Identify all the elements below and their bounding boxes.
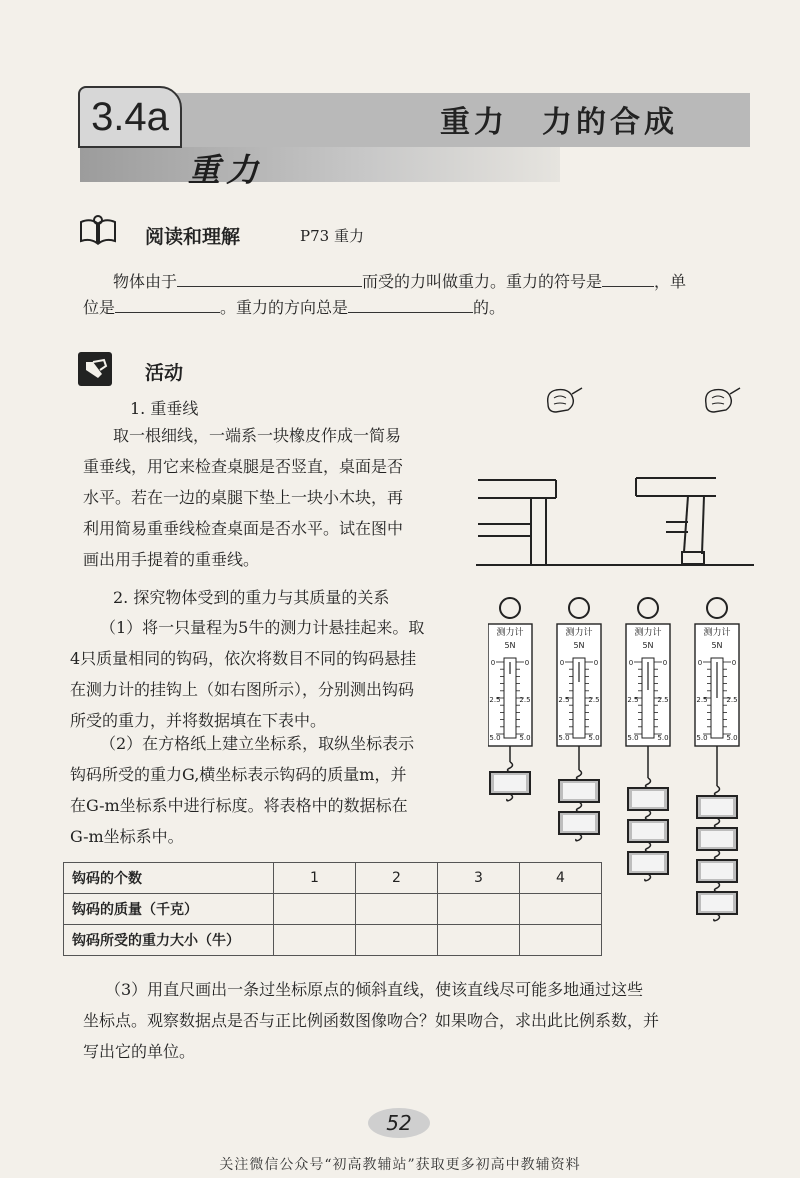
hook — [715, 850, 720, 860]
hook-end — [714, 914, 720, 921]
table-right — [636, 478, 716, 564]
weight-shine — [701, 863, 733, 879]
hook — [577, 802, 582, 812]
mass-cell-2[interactable] — [356, 894, 438, 925]
scale-ring — [500, 598, 520, 618]
hand-right-icon — [706, 388, 740, 412]
weight-cell-3[interactable] — [438, 925, 520, 956]
scale-ring — [569, 598, 589, 618]
item1-text: 取一根细线，一端系一块橡皮作成一简易 重垂线，用它来检查桌腿是否竖直，桌面是否 水平。若在一边的桌腿下垫上一块小木块，再 利用简易重垂线检查桌面是否水平。试在图中 画出用手提着的重垂线。 — [83, 426, 404, 569]
tick-label: 0 — [524, 659, 530, 667]
weight-shine — [701, 895, 733, 911]
scale-ring — [638, 598, 658, 618]
table-row — [64, 863, 602, 894]
reading-line-2: 位是 。重力的方向总是 的。 — [83, 292, 743, 323]
count-4: 4 — [520, 863, 602, 894]
hook — [646, 810, 651, 820]
mass-cell-1[interactable] — [274, 894, 356, 925]
activity-heading: 活动 — [145, 362, 184, 384]
scale-label: 测力计 — [634, 628, 662, 638]
count-1: 1 — [274, 863, 356, 894]
weight-shine — [494, 775, 526, 791]
weight-shine — [563, 783, 595, 799]
step2-text: （2）在方格纸上建立坐标系，取纵坐标表示 钩码所受的重力G,横坐标表示钩码的质量m，并 在G-m坐标系中进行标度。将表格中的数据标在 G-m坐标系中。 — [70, 734, 415, 846]
hook — [715, 786, 720, 796]
tick-label: 2.5 — [726, 696, 738, 704]
mass-cell-4[interactable] — [520, 894, 602, 925]
activity-hand-icon — [78, 352, 112, 390]
tick-label: 2.5 — [558, 696, 570, 704]
tick-label: 5.0 — [657, 734, 669, 742]
hook-end — [507, 794, 513, 801]
footer-note: 关注微信公众号“初高教辅站”获取更多初高中教辅资料 — [219, 1157, 581, 1173]
reading-reference: P73 重力 — [300, 227, 364, 245]
tick-label: 0 — [490, 659, 496, 667]
weight-shine — [701, 799, 733, 815]
blank-direction[interactable] — [348, 294, 473, 313]
scale-label: 测力计 — [565, 628, 593, 638]
book-icon — [78, 214, 118, 250]
blank-cause[interactable] — [177, 268, 362, 287]
reading-line-1: 物体由于 而受的力叫做重力。重力的符号是 ，单 — [113, 266, 753, 297]
hook — [508, 762, 513, 772]
page-title: 重力 力的合成 — [440, 105, 678, 140]
weight-shine — [632, 823, 664, 839]
hook — [646, 778, 651, 788]
tick-label: 5.0 — [588, 734, 600, 742]
page-number: 52 — [368, 1108, 430, 1138]
scale-range: 5N — [573, 641, 585, 650]
tick-label: 5.0 — [726, 734, 738, 742]
tick-label: 2.5 — [657, 696, 669, 704]
step1-text: （1）将一只量程为5牛的测力计悬挂起来。取 4只质量相同的钩码，依次将数目不同的钩码悬挂 在测力计的挂钩上（如右图所示），分别测出钩码 所受的重力，并将数据填在下表中。 — [70, 618, 425, 730]
blank-symbol[interactable] — [602, 268, 654, 287]
tick-label: 5.0 — [489, 734, 501, 742]
row-label-count: 钩码的个数 — [64, 863, 274, 894]
tick-label: 2.5 — [489, 696, 501, 704]
count-2: 2 — [356, 863, 438, 894]
tick-label: 0 — [697, 659, 703, 667]
chapter-number: 3.4a — [78, 86, 182, 148]
tick-label: 2.5 — [588, 696, 600, 704]
hook — [577, 770, 582, 780]
reading-heading: 阅读和理解 — [145, 226, 241, 248]
weight-cell-2[interactable] — [356, 925, 438, 956]
tick-label: 0 — [559, 659, 565, 667]
tick-label: 2.5 — [627, 696, 639, 704]
scale-label: 测力计 — [496, 628, 524, 638]
section-subtitle: 重力 — [188, 151, 265, 189]
table-row — [64, 925, 602, 956]
item2-title: 2. 探究物体受到的重力与其质量的关系 — [113, 588, 390, 607]
blank-unit[interactable] — [115, 294, 220, 313]
step3-text: （3）用直尺画出一条过坐标原点的倾斜直线，使该直线尽可能多地通过这些 坐标点。观察数据点是否与正比例函数图像吻合？如果吻合，求出此比例系数，并 写出它的单位。 — [83, 980, 660, 1061]
scale-label: 测力计 — [703, 628, 731, 638]
table-left — [478, 480, 556, 565]
subheader-band — [80, 147, 560, 182]
tick-label: 5.0 — [696, 734, 708, 742]
scale-range: 5N — [642, 641, 654, 650]
weight-shine — [632, 855, 664, 871]
scale-range: 5N — [504, 641, 516, 650]
plumb-line-illustration — [476, 382, 756, 581]
tick-label: 0 — [662, 659, 668, 667]
weight-shine — [632, 791, 664, 807]
tick-label: 5.0 — [558, 734, 570, 742]
scale-range: 5N — [711, 641, 723, 650]
data-table — [63, 862, 602, 956]
weight-shine — [563, 815, 595, 831]
scale-ring — [707, 598, 727, 618]
weight-cell-1[interactable] — [274, 925, 356, 956]
tick-label: 5.0 — [627, 734, 639, 742]
hook — [715, 882, 720, 892]
tick-label: 2.5 — [696, 696, 708, 704]
weight-cell-4[interactable] — [520, 925, 602, 956]
row-label-weight: 钩码所受的重力大小（牛） — [64, 925, 274, 956]
tick-label: 0 — [593, 659, 599, 667]
weight-shine — [701, 831, 733, 847]
count-3: 3 — [438, 863, 520, 894]
hook-end — [645, 874, 651, 881]
tick-label: 5.0 — [519, 734, 531, 742]
hand-left-icon — [548, 388, 582, 412]
row-label-mass: 钩码的质量（千克） — [64, 894, 274, 925]
hook-end — [576, 834, 582, 841]
item1-title: 1. 重垂线 — [130, 399, 199, 418]
tick-label: 2.5 — [519, 696, 531, 704]
tick-label: 0 — [731, 659, 737, 667]
table-row — [64, 894, 602, 925]
tick-label: 0 — [628, 659, 634, 667]
hook — [646, 842, 651, 852]
hook — [715, 818, 720, 828]
mass-cell-3[interactable] — [438, 894, 520, 925]
